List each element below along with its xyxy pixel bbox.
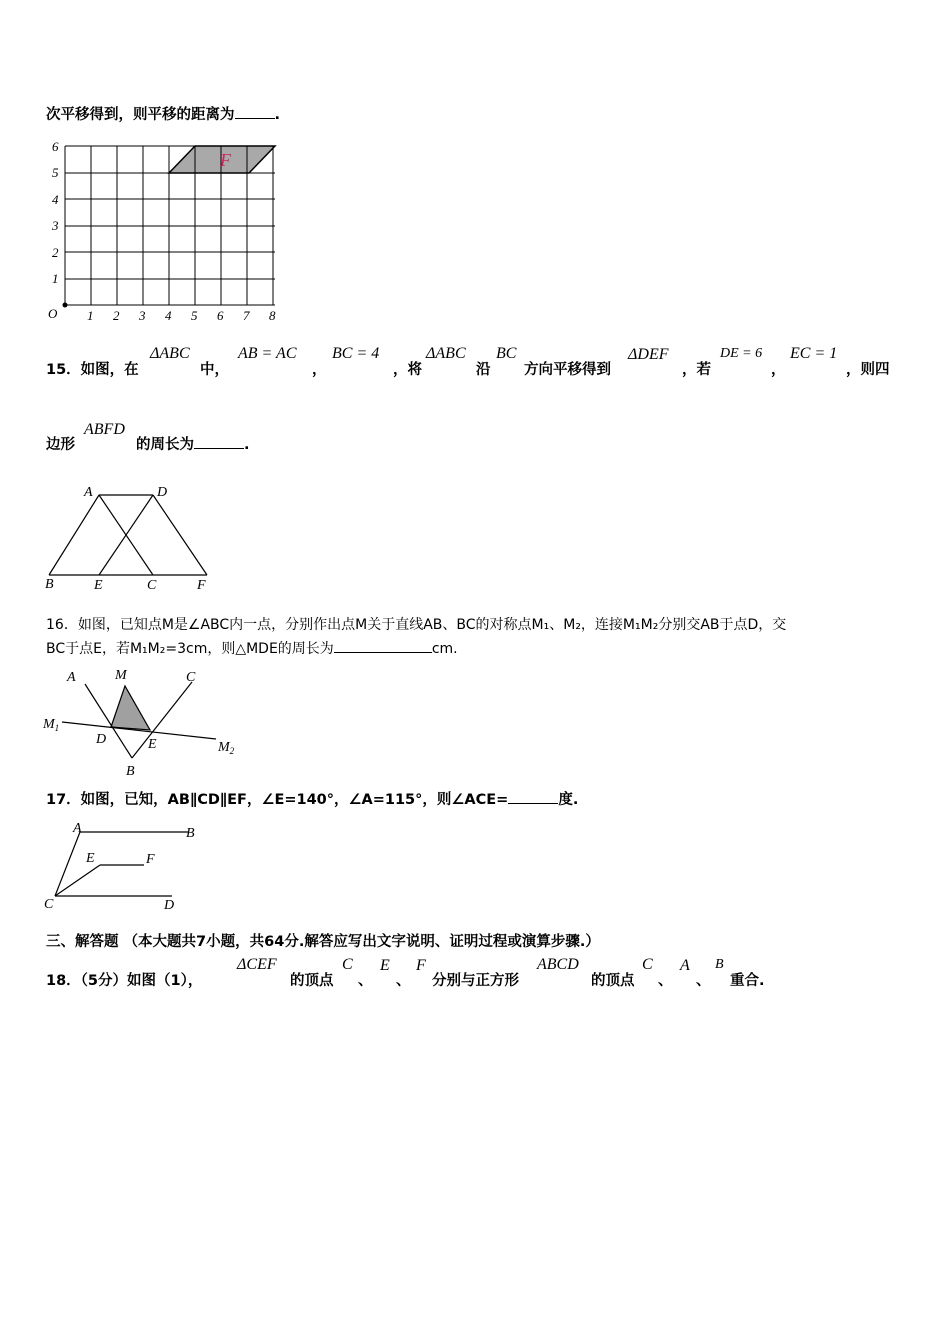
q15-label-d: D	[157, 485, 168, 500]
q15-tri-def: ΔDEF	[628, 346, 669, 363]
q14-shape-label: F	[220, 150, 231, 170]
q17-label-c: C	[44, 897, 54, 912]
q16-label-m2: $M_2$	[218, 740, 235, 756]
q15-label-c: C	[147, 578, 157, 593]
q15-bc4: BC = 4	[332, 345, 380, 362]
q15-perimeter-text: 的周长为 .	[136, 433, 250, 454]
q17-answer-blank[interactable]	[508, 789, 558, 804]
q14-text-end: .	[274, 107, 281, 123]
q14-grid-figure	[40, 138, 290, 328]
q15-number: 15．如图，在	[46, 362, 139, 378]
q15-text-ze: ，则四	[846, 362, 890, 378]
q15-comma: ，	[312, 362, 327, 378]
q15-tri-abc-2: ΔABC	[426, 345, 466, 362]
q17-label-d: D	[164, 898, 175, 913]
q15-label-e: E	[94, 578, 103, 593]
q15-label-f: F	[197, 578, 206, 593]
q14-y-label: 3	[52, 218, 59, 233]
q14-x-label: 5	[191, 308, 198, 323]
q18-text-vertices: 的顶点	[290, 973, 334, 989]
q16-label-e: E	[148, 737, 157, 752]
q15-abfd: ABFD	[84, 421, 125, 438]
q15-figure	[40, 480, 220, 595]
q16-label-a: A	[67, 670, 76, 685]
q15-text-jiang: ，将	[393, 362, 422, 378]
q14-x-label: 7	[243, 308, 250, 323]
q17-figure	[40, 820, 210, 915]
q18-number: 18．（5分）如图（1），	[46, 973, 203, 989]
q14-origin-label: O	[48, 306, 58, 321]
q15-de6: DE = 6	[720, 346, 763, 361]
q18-b: B	[715, 957, 724, 972]
q14-text: 次平移得到，则平移的距离为	[46, 107, 235, 123]
q16-label-b: B	[126, 764, 135, 779]
q14-y-label: 2	[52, 245, 59, 260]
q15-bc: BC	[496, 345, 517, 362]
q16-label-d: D	[96, 732, 107, 747]
q18-sep: 、	[396, 973, 411, 989]
q14-x-label: 1	[87, 308, 94, 323]
q14-x-label: 8	[269, 308, 276, 323]
q14-origin-dot	[63, 303, 68, 308]
q16-label-m: M	[115, 668, 127, 683]
q16-text-line2: BC于点E，若M₁M₂=3cm，则△MDE的周长为 cm.	[46, 638, 458, 658]
q14-answer-blank[interactable]	[235, 104, 275, 119]
q15-text-yan: 沿	[476, 362, 491, 378]
q18-sep: 、	[358, 973, 373, 989]
q14-y-label: 4	[52, 192, 59, 207]
q15-label-a: A	[84, 485, 93, 500]
q15-text-dir: 方向平移得到	[524, 362, 611, 378]
q18-e: E	[380, 957, 390, 974]
q18-sep: 、	[658, 973, 673, 989]
q16-text-line1: 16．如图，已知点M是∠ABC内一点，分别作出点M关于直线AB、BC的对称点M₁、M₂，连接M₁M₂分别交AB于点D，交	[46, 617, 787, 633]
q18-text-with: 分别与正方形	[432, 973, 519, 989]
q15-ab-ac: AB = AC	[238, 345, 297, 362]
q15-text-ruo: ，若	[682, 362, 711, 378]
q18-abcd: ABCD	[537, 956, 579, 973]
q15-tri-abc: ΔABC	[150, 345, 190, 362]
q16-answer-blank[interactable]	[334, 638, 432, 653]
q18-a: A	[680, 957, 690, 974]
q17-label-f: F	[146, 852, 155, 867]
q17-label-a: A	[73, 821, 82, 836]
q18-text-vertices-2: 的顶点	[591, 973, 635, 989]
q16-figure	[40, 662, 250, 780]
q16-triangle-mde	[111, 686, 150, 730]
q17-label-e: E	[86, 851, 95, 866]
q15-text-in: 中，	[200, 362, 229, 378]
q14-x-label: 2	[113, 308, 120, 323]
q18-f: F	[416, 957, 426, 974]
q14-x-label: 3	[139, 308, 146, 323]
q17-text-line: 17．如图，已知，AB∥CD∥EF，∠E=140°，∠A=115°，则∠ACE= 度.	[46, 788, 578, 809]
q14-y-label: 6	[52, 139, 59, 154]
q15-label-b: B	[45, 577, 54, 592]
q15-comma-2: ，	[771, 362, 786, 378]
q16-label-m1: $M_1$	[43, 717, 60, 733]
q14-x-label: 6	[217, 308, 224, 323]
q14-y-label: 5	[52, 165, 59, 180]
q18-sep: 、	[696, 973, 711, 989]
q18-c2: C	[642, 956, 653, 973]
q15-answer-blank[interactable]	[194, 434, 244, 449]
section-3-title: 三、解答题 （本大题共7小题，共64分.解答应写出文字说明、证明过程或演算步骤.）	[46, 934, 600, 950]
q18-text-coincide: 重合.	[730, 973, 765, 989]
q14-y-label: 1	[52, 271, 59, 286]
q15-text-bian: 边形	[46, 437, 75, 453]
q15-ec1: EC = 1	[790, 345, 838, 362]
q16-label-c: C	[186, 670, 196, 685]
q18-tri-cef: ΔCEF	[237, 956, 277, 973]
q14-x-label: 4	[165, 308, 172, 323]
q17-label-b: B	[186, 826, 195, 841]
q18-c: C	[342, 956, 353, 973]
q14-text-line	[46, 103, 280, 124]
